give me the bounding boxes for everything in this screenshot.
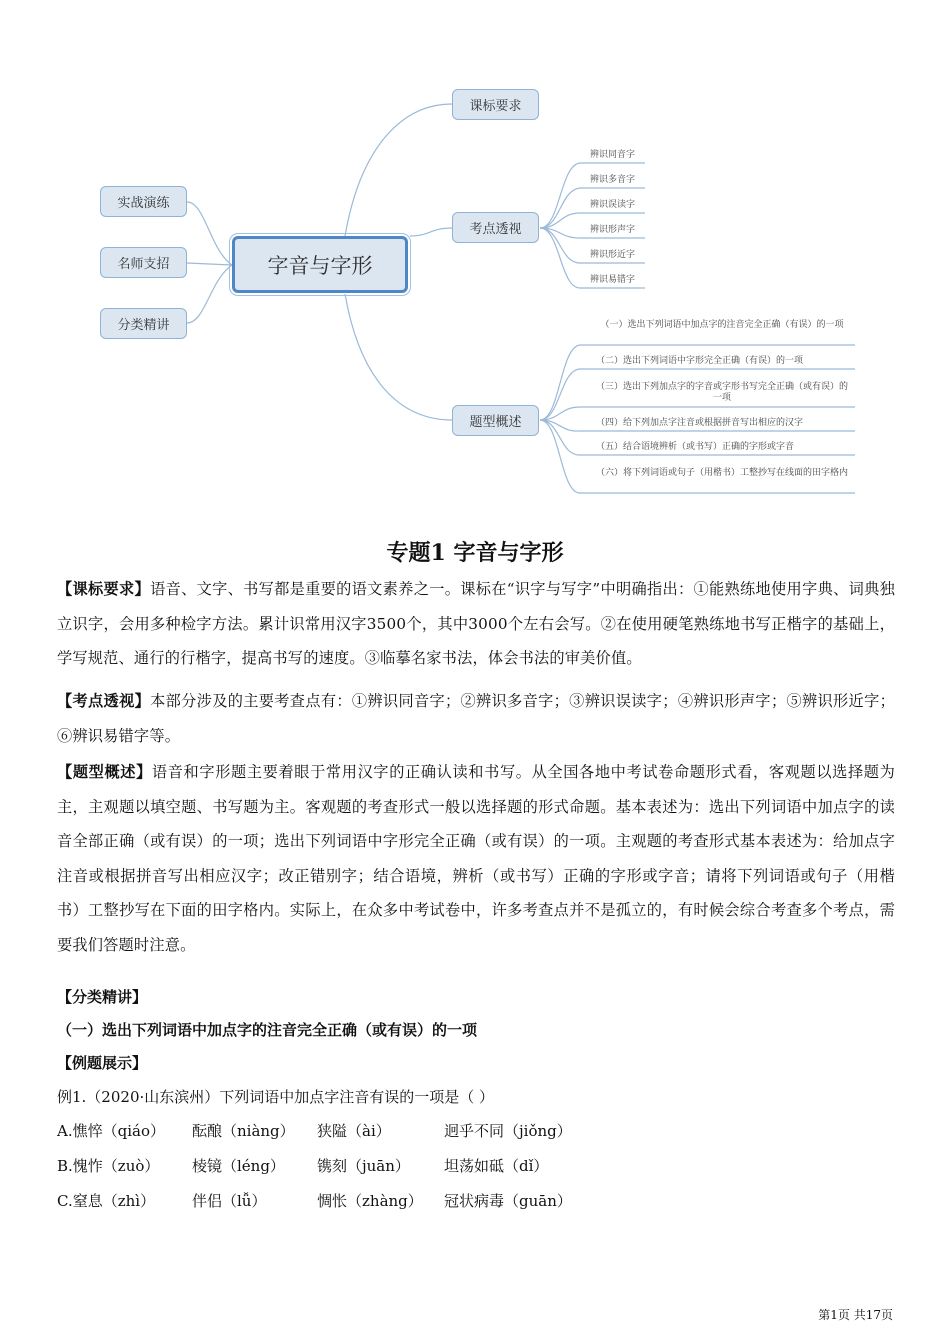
option-c-word-4: 冠状病毒（guān） — [444, 1192, 572, 1210]
option-a-word-3: 狭隘（ài） — [317, 1122, 391, 1140]
option-c-word-2: 伴侣（lǚ） — [192, 1192, 267, 1210]
mindmap-node-kaodian: 考点透视 — [452, 212, 539, 243]
question-stem: 例1.（2020·山东滨州）下列词语中加点字注音有误的一项是（ ） — [57, 1088, 495, 1106]
mindmap-node-kebiao: 课标要求 — [452, 89, 539, 120]
mindmap-leaf: 辨识易错字 — [590, 275, 636, 285]
option-b-word-3: 镌刻（juān） — [317, 1157, 410, 1175]
mindmap-leaf: （三）选出下列加点字的字音或字形书写完全正确（或有误）的一项 — [595, 382, 848, 403]
mindmap-leaf: 辨识形声字 — [590, 225, 636, 235]
paragraph-tixing — [57, 755, 895, 962]
option-c-word-1: C.窒息（zhì） — [57, 1192, 156, 1210]
mindmap-leaf: （五）结合语境辨析（或书写）正确的字形或字音 — [596, 442, 795, 452]
option-b-word-2: 棱镜（léng） — [192, 1157, 285, 1175]
mindmap-leaf: 辨识形近字 — [590, 250, 636, 260]
mindmap-leaf: 辨识误读字 — [590, 200, 636, 210]
paragraph-text: 语音、文字、书写都是重要的语文素养之一。课标在“识字与写字”中明确指出：①能熟练地使用字典、词典独立识字，会用多种检字方法。累计识常用汉字3500个，其中3000个左右会写。②在使用硬笔熟练地书写正楷字的基础上，学写规范、通行的行楷字，提高书写的速度。③临摹名家书法，体会书法的审美价值。 — [57, 580, 895, 667]
paragraph-kaodian — [57, 684, 895, 753]
option-a-word-2: 酝酿（niàng） — [192, 1122, 295, 1140]
paragraph-text: 本部分涉及的主要考查点有：①辨识同音字；②辨识多音字；③辨识误读字；④辨识形声字；⑤辨识形近字；⑥辨识易错字等。 — [57, 692, 895, 745]
mindmap-node-shizhan: 实战演练 — [100, 186, 187, 217]
paragraph-text: 语音和字形题主要着眼于常用汉字的正确认读和书写。从全国各地中考试卷命题形式看，客观题以选择题为主，主观题以填空题、书写题为主。客观题的考查形式一般以选择题的形式命题。基本表述为：选出下列词语中加点字的读音全部正确（或有误）的一项；选出下列词语中字形完全正确（或有误）的一项。主观题的考查形式基本表述为：给加点字注音或根据拼音写出相应汉字；改正错别字；结合语境，辨析（或书写）正确的字形或字音；请将下列词语或句子（用楷书）工整抄写在下面的田字格内。实际上，在众多中考试卷中，许多考查点并不是孤立的，有时候会综合考查多个考点，需要我们答题时注意。 — [57, 763, 895, 954]
mindmap-leaf: （六）将下列词语或句子（用楷书）工整抄写在线面的田字格内 — [595, 468, 848, 478]
mindmap-leaf: （二）选出下列词语中字形完全正确（有误）的一项 — [596, 356, 804, 366]
option-a-word-1: A.憔悴（qiáo） — [57, 1122, 165, 1140]
mindmap-node-mingshi: 名师支招 — [100, 247, 187, 278]
mindmap-leaf: 辨识多音字 — [590, 175, 636, 185]
mindmap-leaf: （一）选出下列词语中加点字的注音完全正确（有误）的一项 — [600, 320, 844, 330]
paragraph-label: 【题型概述】 — [57, 763, 152, 781]
option-b-word-1: B.愧怍（zuò） — [57, 1157, 160, 1175]
page-title: 专题1 字音与字形 — [386, 540, 564, 566]
mind-map — [0, 0, 950, 520]
paragraph-kebiao — [57, 572, 895, 676]
option-c-word-3: 惆怅（zhàng） — [317, 1192, 423, 1210]
subsection-heading: （一）选出下列词语中加点字的注音完全正确（或有误）的一项 — [57, 1021, 478, 1039]
option-b-word-4: 坦荡如砥（dǐ） — [444, 1157, 549, 1175]
page-footer: 第1页 共17页 — [818, 1308, 893, 1322]
paragraph-label: 【课标要求】 — [57, 580, 151, 598]
paragraph-label: 【考点透视】 — [57, 692, 151, 710]
option-a-word-4: 迥乎不同（jiǒng） — [444, 1122, 572, 1140]
mindmap-leaf: （四）给下列加点字注音或根据拼音写出相应的汉字 — [596, 418, 804, 428]
mindmap-leaf: 辨识同音字 — [590, 150, 636, 160]
section-heading: 【分类精讲】 — [57, 988, 148, 1006]
mindmap-node-fenlei: 分类精讲 — [100, 308, 187, 339]
mindmap-center-node: 字音与字形 — [232, 236, 408, 293]
example-heading: 【例题展示】 — [57, 1054, 148, 1072]
mindmap-node-tixing: 题型概述 — [452, 405, 539, 436]
